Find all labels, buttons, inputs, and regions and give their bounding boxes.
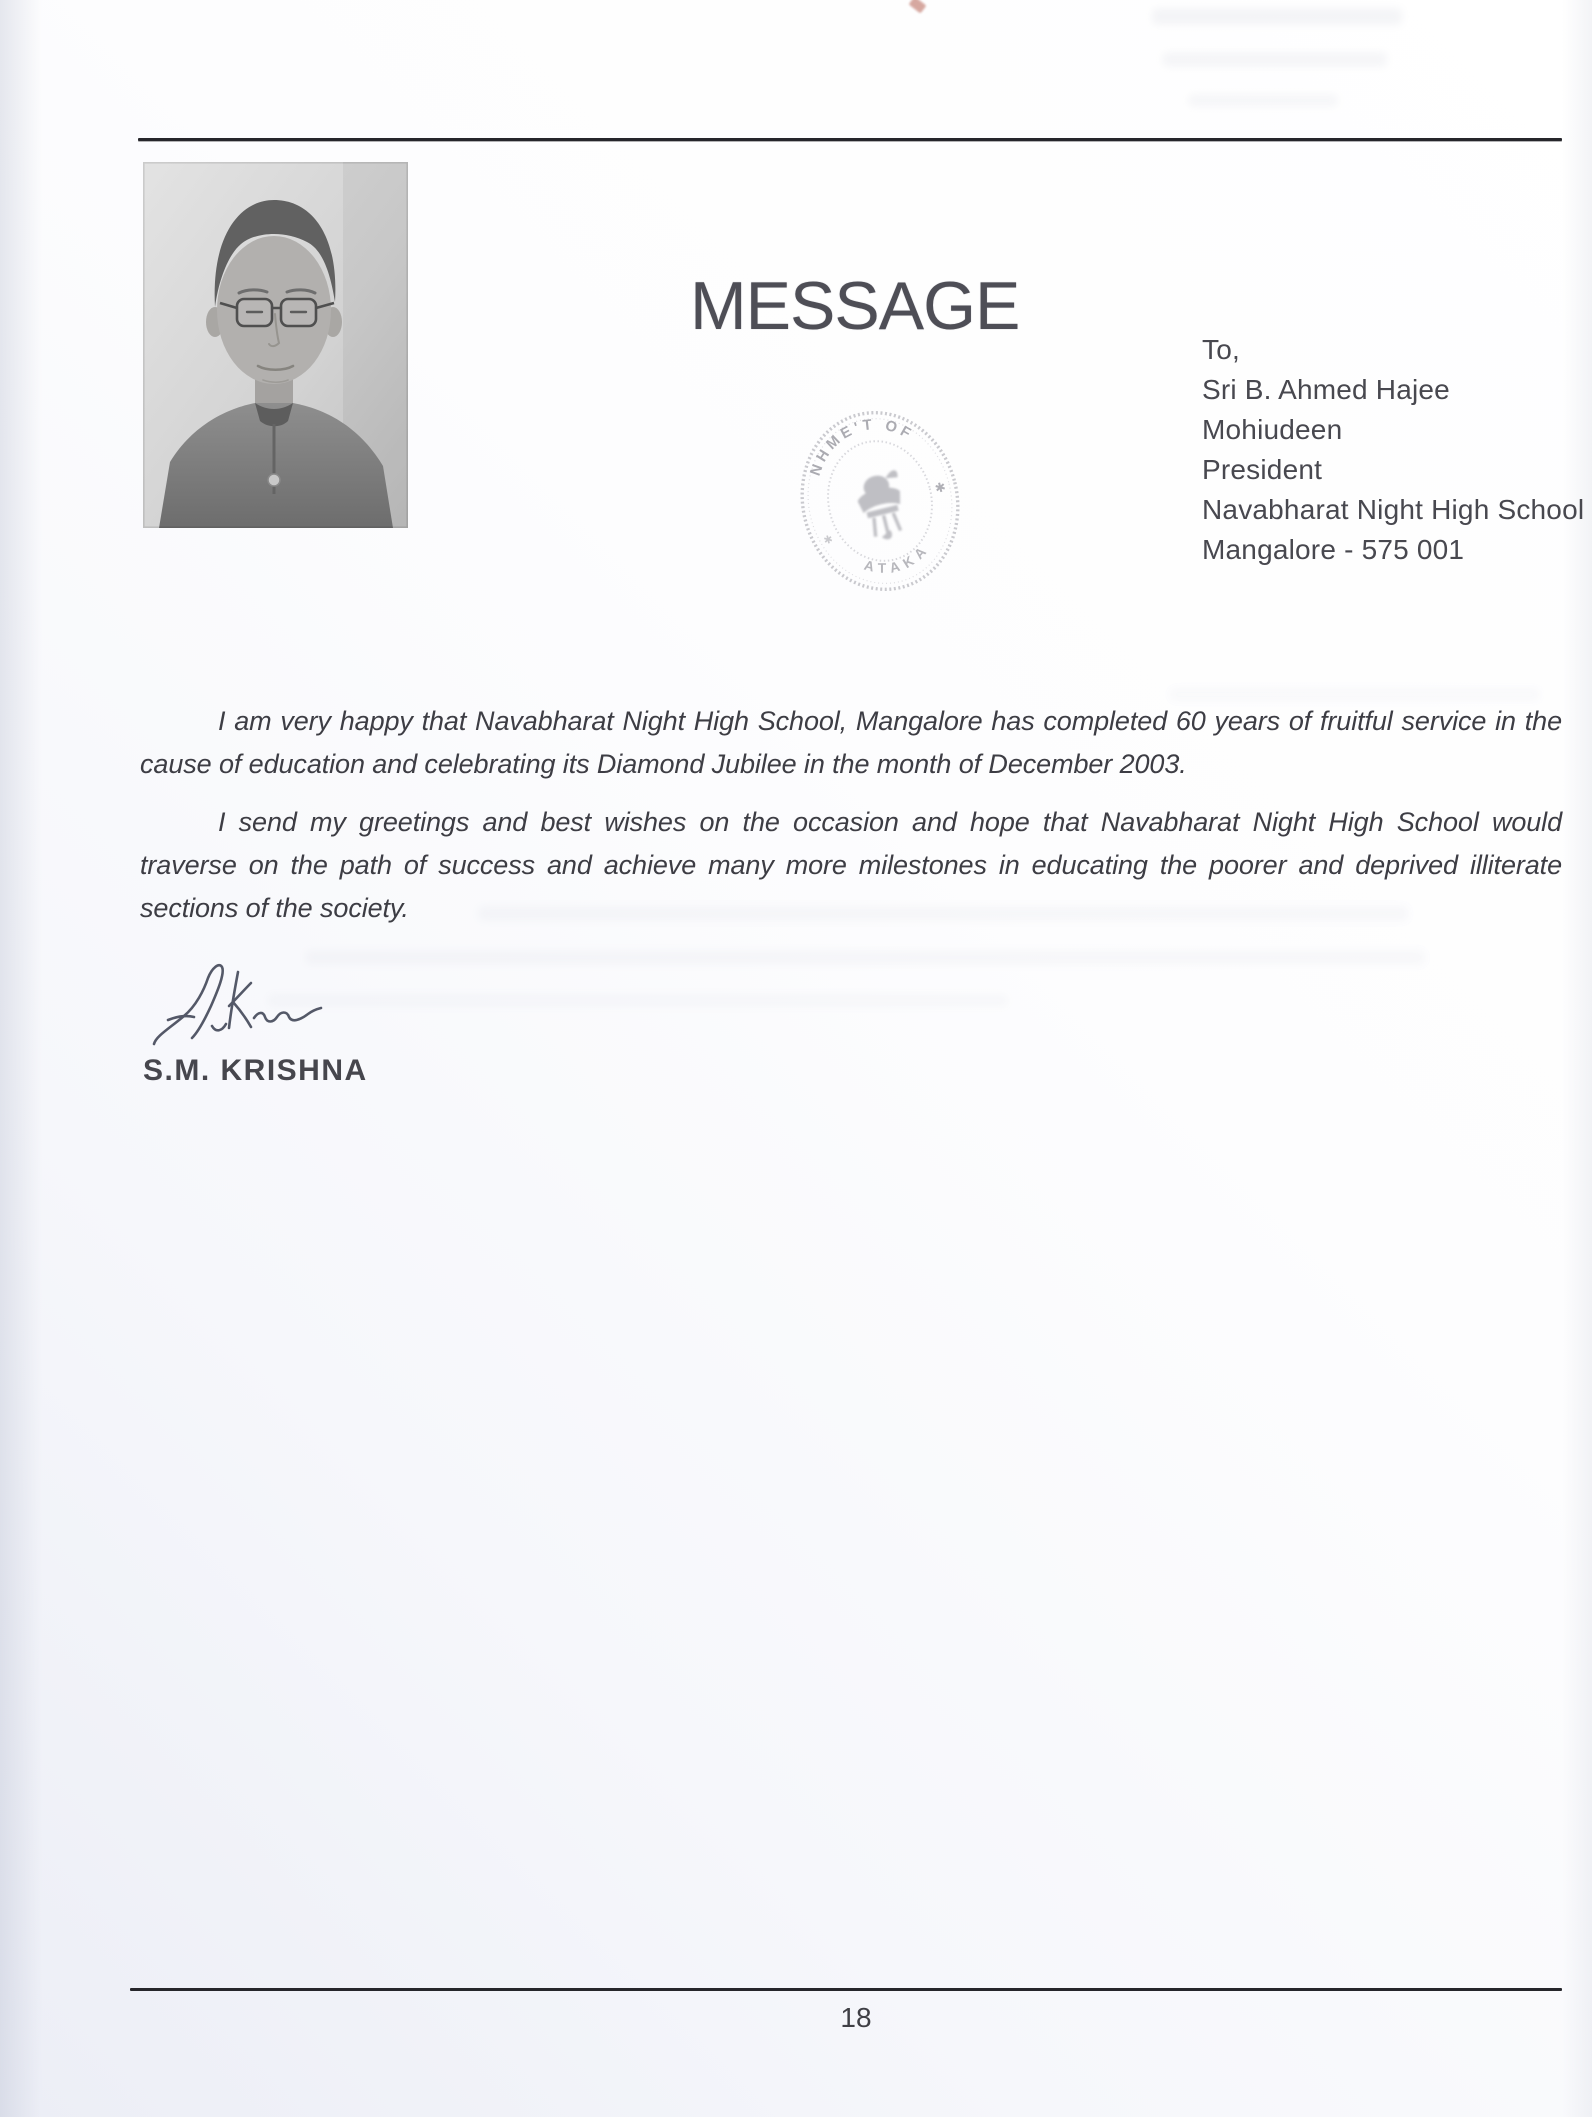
addressee-name: Sri B. Ahmed Hajee Mohiudeen <box>1202 374 1450 445</box>
addressee-city: Mangalore - 575 001 <box>1202 534 1465 565</box>
addressee-organization: Navabharat Night High School <box>1202 494 1585 525</box>
bleed-through-artifact <box>1162 52 1387 67</box>
top-rule <box>138 138 1562 141</box>
addressee-block <box>1202 330 1592 570</box>
stamp-emblem <box>852 470 912 545</box>
page-number: 18 <box>840 2002 872 2033</box>
addressee-salutation: To, <box>1202 334 1240 365</box>
seal-stamp-graphic <box>796 408 964 596</box>
stamp-arc-top-text: NHME'T OF <box>807 416 917 478</box>
bleed-through-artifact <box>305 950 1425 965</box>
bleed-through-artifact <box>1152 8 1402 25</box>
scan-artifact-red-mark <box>909 0 927 14</box>
stamp-star-icon: ✱ <box>822 533 835 548</box>
signatory-name: S.M. KRISHNA <box>143 1054 368 1087</box>
stamp-arc-bottom-text: ATAKA <box>862 539 934 576</box>
portrait-photo-image <box>143 162 408 528</box>
page-title: MESSAGE <box>690 268 1020 344</box>
signature-ink <box>150 956 325 1048</box>
government-seal-stamp <box>796 408 964 596</box>
bottom-rule <box>130 1988 1562 1991</box>
signature-scrawl <box>150 956 325 1048</box>
message-paragraph-1: I am very happy that Navabharat Night High School, Mangalore has completed 60 years of fruitful service in the cause of education and celebrating its Diamond Jubilee in the month of December 2003. <box>140 706 1562 779</box>
message-body <box>140 700 1562 930</box>
portrait-photo <box>143 162 408 528</box>
stamp-star-icon: ✱ <box>933 478 948 497</box>
bleed-through-artifact <box>1188 94 1338 107</box>
bleed-through-artifact <box>268 994 1008 1007</box>
message-paragraph-2: I send my greetings and best wishes on the occasion and hope that Navabharat Night High School would traverse on the path of success and achieve many more milestones in educating the poorer and deprived illiterate sections of the society. <box>140 807 1562 923</box>
addressee-title: President <box>1202 454 1323 485</box>
